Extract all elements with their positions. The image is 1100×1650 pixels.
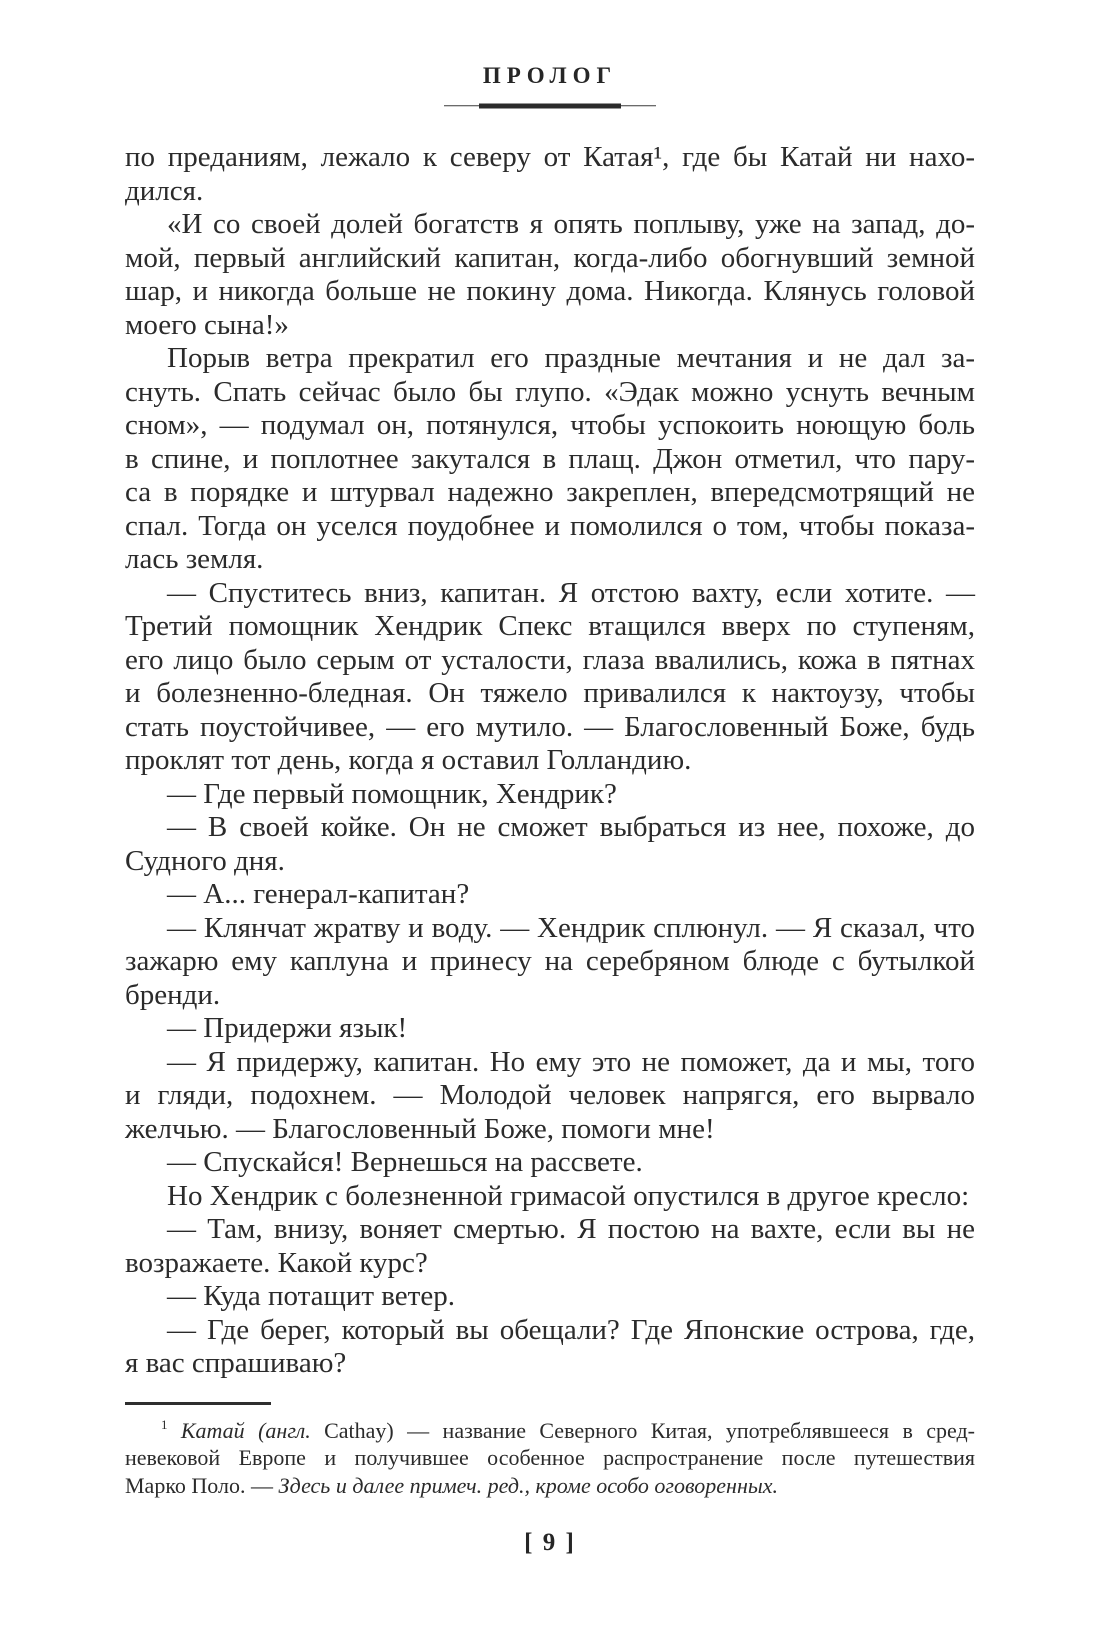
text-line: — Клянчат жратву и воду. — Хендрик сплюнул. — Я сказал, что: [167, 911, 975, 944]
footnote-line: [125, 1417, 975, 1445]
text-line: снуть. Спать сейчас было бы глупо. «Эдак можно уснуть вечным: [125, 375, 975, 408]
paragraph: [125, 1046, 975, 1147]
text-line: по преданиям, лежало к северу от Катая¹, где бы Катай ни нахо-: [125, 141, 975, 173]
text-line: зажарю ему каплуна и принесу на серебряном блюде с бутылкой: [125, 945, 975, 977]
text-line: и болезненно-бледная. Он тяжело привалился к нактоузу, чтобы: [125, 677, 975, 709]
paragraph: [125, 208, 975, 342]
text-line: — Придержи язык!: [167, 1012, 408, 1044]
text-line: стать поустойчивее, — его мутило. — Благословенный Боже, будь: [125, 710, 975, 743]
footnote-italic-text: Катай (англ.: [167, 1417, 325, 1443]
text-line: — В своей койке. Он не сможет выбраться из нее, похоже, до: [167, 811, 975, 843]
paragraph: [125, 811, 975, 878]
paragraph: [125, 1213, 975, 1280]
text-line: и гляди, подохнем. — Молодой человек напрягся, его вырвало: [125, 1079, 975, 1111]
paragraph: [125, 912, 975, 1013]
paragraph: [125, 778, 975, 812]
text-line: «И со своей долей богатств я опять поплыву, уже на запад, до-: [167, 208, 975, 240]
text-line: мой, первый английский капитан, когда-либо обогнувший земной: [125, 241, 975, 274]
text-line: спал. Тогда он уселся поудобнее и помолился о том, чтобы показа-: [125, 509, 975, 542]
paragraph: [125, 1146, 975, 1180]
text-line: лась земля.: [125, 543, 264, 575]
footnote-line: [125, 1444, 975, 1472]
paragraph: [125, 1012, 975, 1046]
paragraph: [125, 1314, 975, 1381]
paragraph: [125, 342, 975, 577]
text-line: шар, и никогда больше не покину дома. Никогда. Клянусь головой: [125, 275, 975, 307]
text-line: моего сына!»: [125, 308, 289, 341]
footnote-marker: 1: [161, 1416, 168, 1432]
text-line: — Спуститесь вниз, капитан. Я отстою вахту, если хотите. —: [167, 576, 975, 609]
text-line: бренди.: [125, 978, 221, 1011]
text-line: возражаете. Какой курс?: [125, 1246, 428, 1279]
footnote: [125, 1417, 975, 1500]
footnote-italic-text: Здесь и далее примеч. ред., кроме особо оговоренных.: [278, 1472, 779, 1498]
text-line: его лицо было серым от усталости, глаза ввалились, кожа в пятнах: [125, 643, 975, 676]
paragraph: [125, 1180, 975, 1214]
text-line: я вас спрашиваю?: [125, 1347, 347, 1379]
footnote-text: Cathay) — название Северного Китая, употреблявшееся в сред-: [324, 1417, 975, 1443]
text-line: — Я придержу, капитан. Но ему это не поможет, да и мы, того: [167, 1045, 975, 1078]
paragraph: [125, 1280, 975, 1314]
paragraph: [125, 878, 975, 912]
footnote-text: невековой Европе и получившее особенное распространение после путешествия: [125, 1445, 975, 1470]
text-line: Но Хендрик с болезненной гримасой опустился в другое кресло:: [167, 1179, 970, 1212]
text-line: са в порядке и штурвал надежно закреплен, впередсмотрящий не: [125, 476, 975, 508]
text-line: в спине, и поплотнее закутался в плащ. Джон отметил, что пару-: [125, 442, 975, 475]
text-line: проклят тот день, когда я оставил Голландию.: [125, 744, 692, 776]
text-line: Судного дня.: [125, 844, 285, 877]
text-line: сном», — подумал он, потянулся, чтобы успокоить ноющую боль: [125, 409, 975, 441]
text-line: — Где берег, который вы обещали? Где Японские острова, где,: [167, 1313, 975, 1346]
footnote-line: [125, 1472, 975, 1500]
page-number: [ 9 ]: [524, 1529, 576, 1556]
chapter-heading: ПРОЛОГ: [482, 63, 618, 88]
paragraph: [125, 577, 975, 778]
heading-divider: [444, 103, 656, 108]
footnote-divider: [125, 1402, 271, 1405]
text-line: — Куда потащит ветер.: [167, 1280, 455, 1312]
footnote-text: Марко Поло. —: [125, 1472, 279, 1498]
text-line: — А... генерал-капитан?: [167, 878, 470, 910]
text-line: — Спускайся! Вернешься на рассвете.: [167, 1146, 643, 1178]
text-line: — Где первый помощник, Хендрик?: [167, 777, 617, 810]
body-text: [125, 141, 975, 1381]
paragraph: [125, 141, 975, 208]
text-line: Порыв ветра прекратил его праздные мечтания и не дал за-: [167, 342, 975, 374]
text-line: дился.: [125, 174, 204, 207]
text-line: — Там, внизу, воняет смертью. Я постою на вахте, если вы не: [167, 1213, 975, 1245]
text-line: желчью. — Благословенный Боже, помоги мне!: [125, 1112, 715, 1145]
text-line: Третий помощник Хендрик Спекс втащился вверх по ступеням,: [125, 610, 975, 642]
